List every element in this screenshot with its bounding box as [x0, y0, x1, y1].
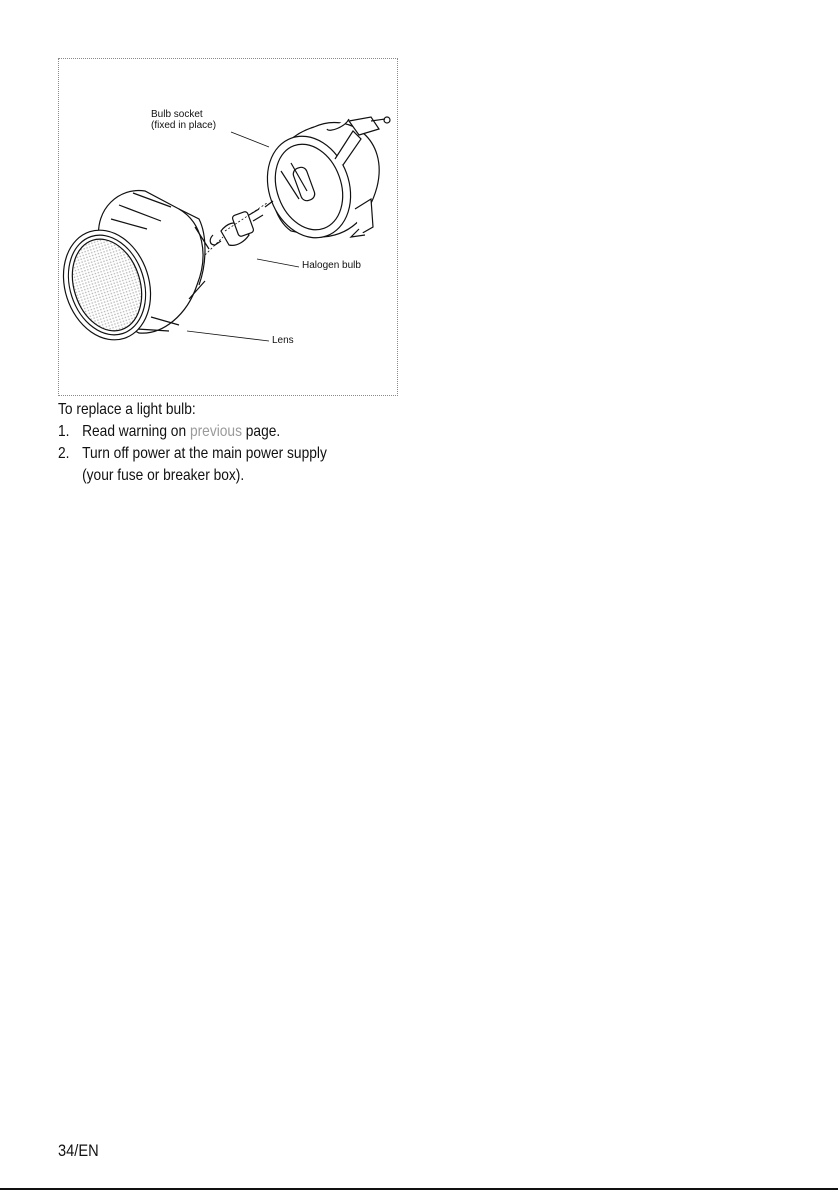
step-number: 1. [58, 423, 70, 440]
step-text: Turn off power at the main power supply [82, 445, 327, 462]
bulb-socket-label [151, 109, 216, 131]
bulb-socket-label-line1: Bulb socket [151, 109, 203, 120]
lens-label: Lens [272, 335, 294, 346]
page-number: 34/EN [58, 1141, 99, 1160]
page-bottom-rule [0, 1188, 838, 1190]
bulb-socket-label-line2: (fixed in place) [151, 120, 217, 131]
halogen-bulb-label: Halogen bulb [302, 260, 361, 271]
halogen-bulb-drawing [210, 201, 273, 245]
lamp-assembly-illustration [59, 59, 399, 397]
step-number: 2. [58, 445, 70, 462]
step-text-end: page. [241, 423, 281, 440]
previous-page-link[interactable]: previous [189, 423, 242, 440]
step-text: Read warning on [82, 423, 190, 440]
bulb-socket-drawing [254, 117, 390, 250]
lens-drawing [59, 191, 209, 352]
instruction-steps [58, 421, 368, 487]
lamp-assembly-figure [58, 58, 398, 396]
instruction-step [58, 443, 368, 487]
bulb-replacement-instructions [58, 399, 368, 487]
instruction-step [58, 421, 368, 443]
instructions-intro: To replace a light bulb: [58, 401, 196, 418]
step-text-continued: (your fuse or breaker box). [82, 467, 245, 484]
